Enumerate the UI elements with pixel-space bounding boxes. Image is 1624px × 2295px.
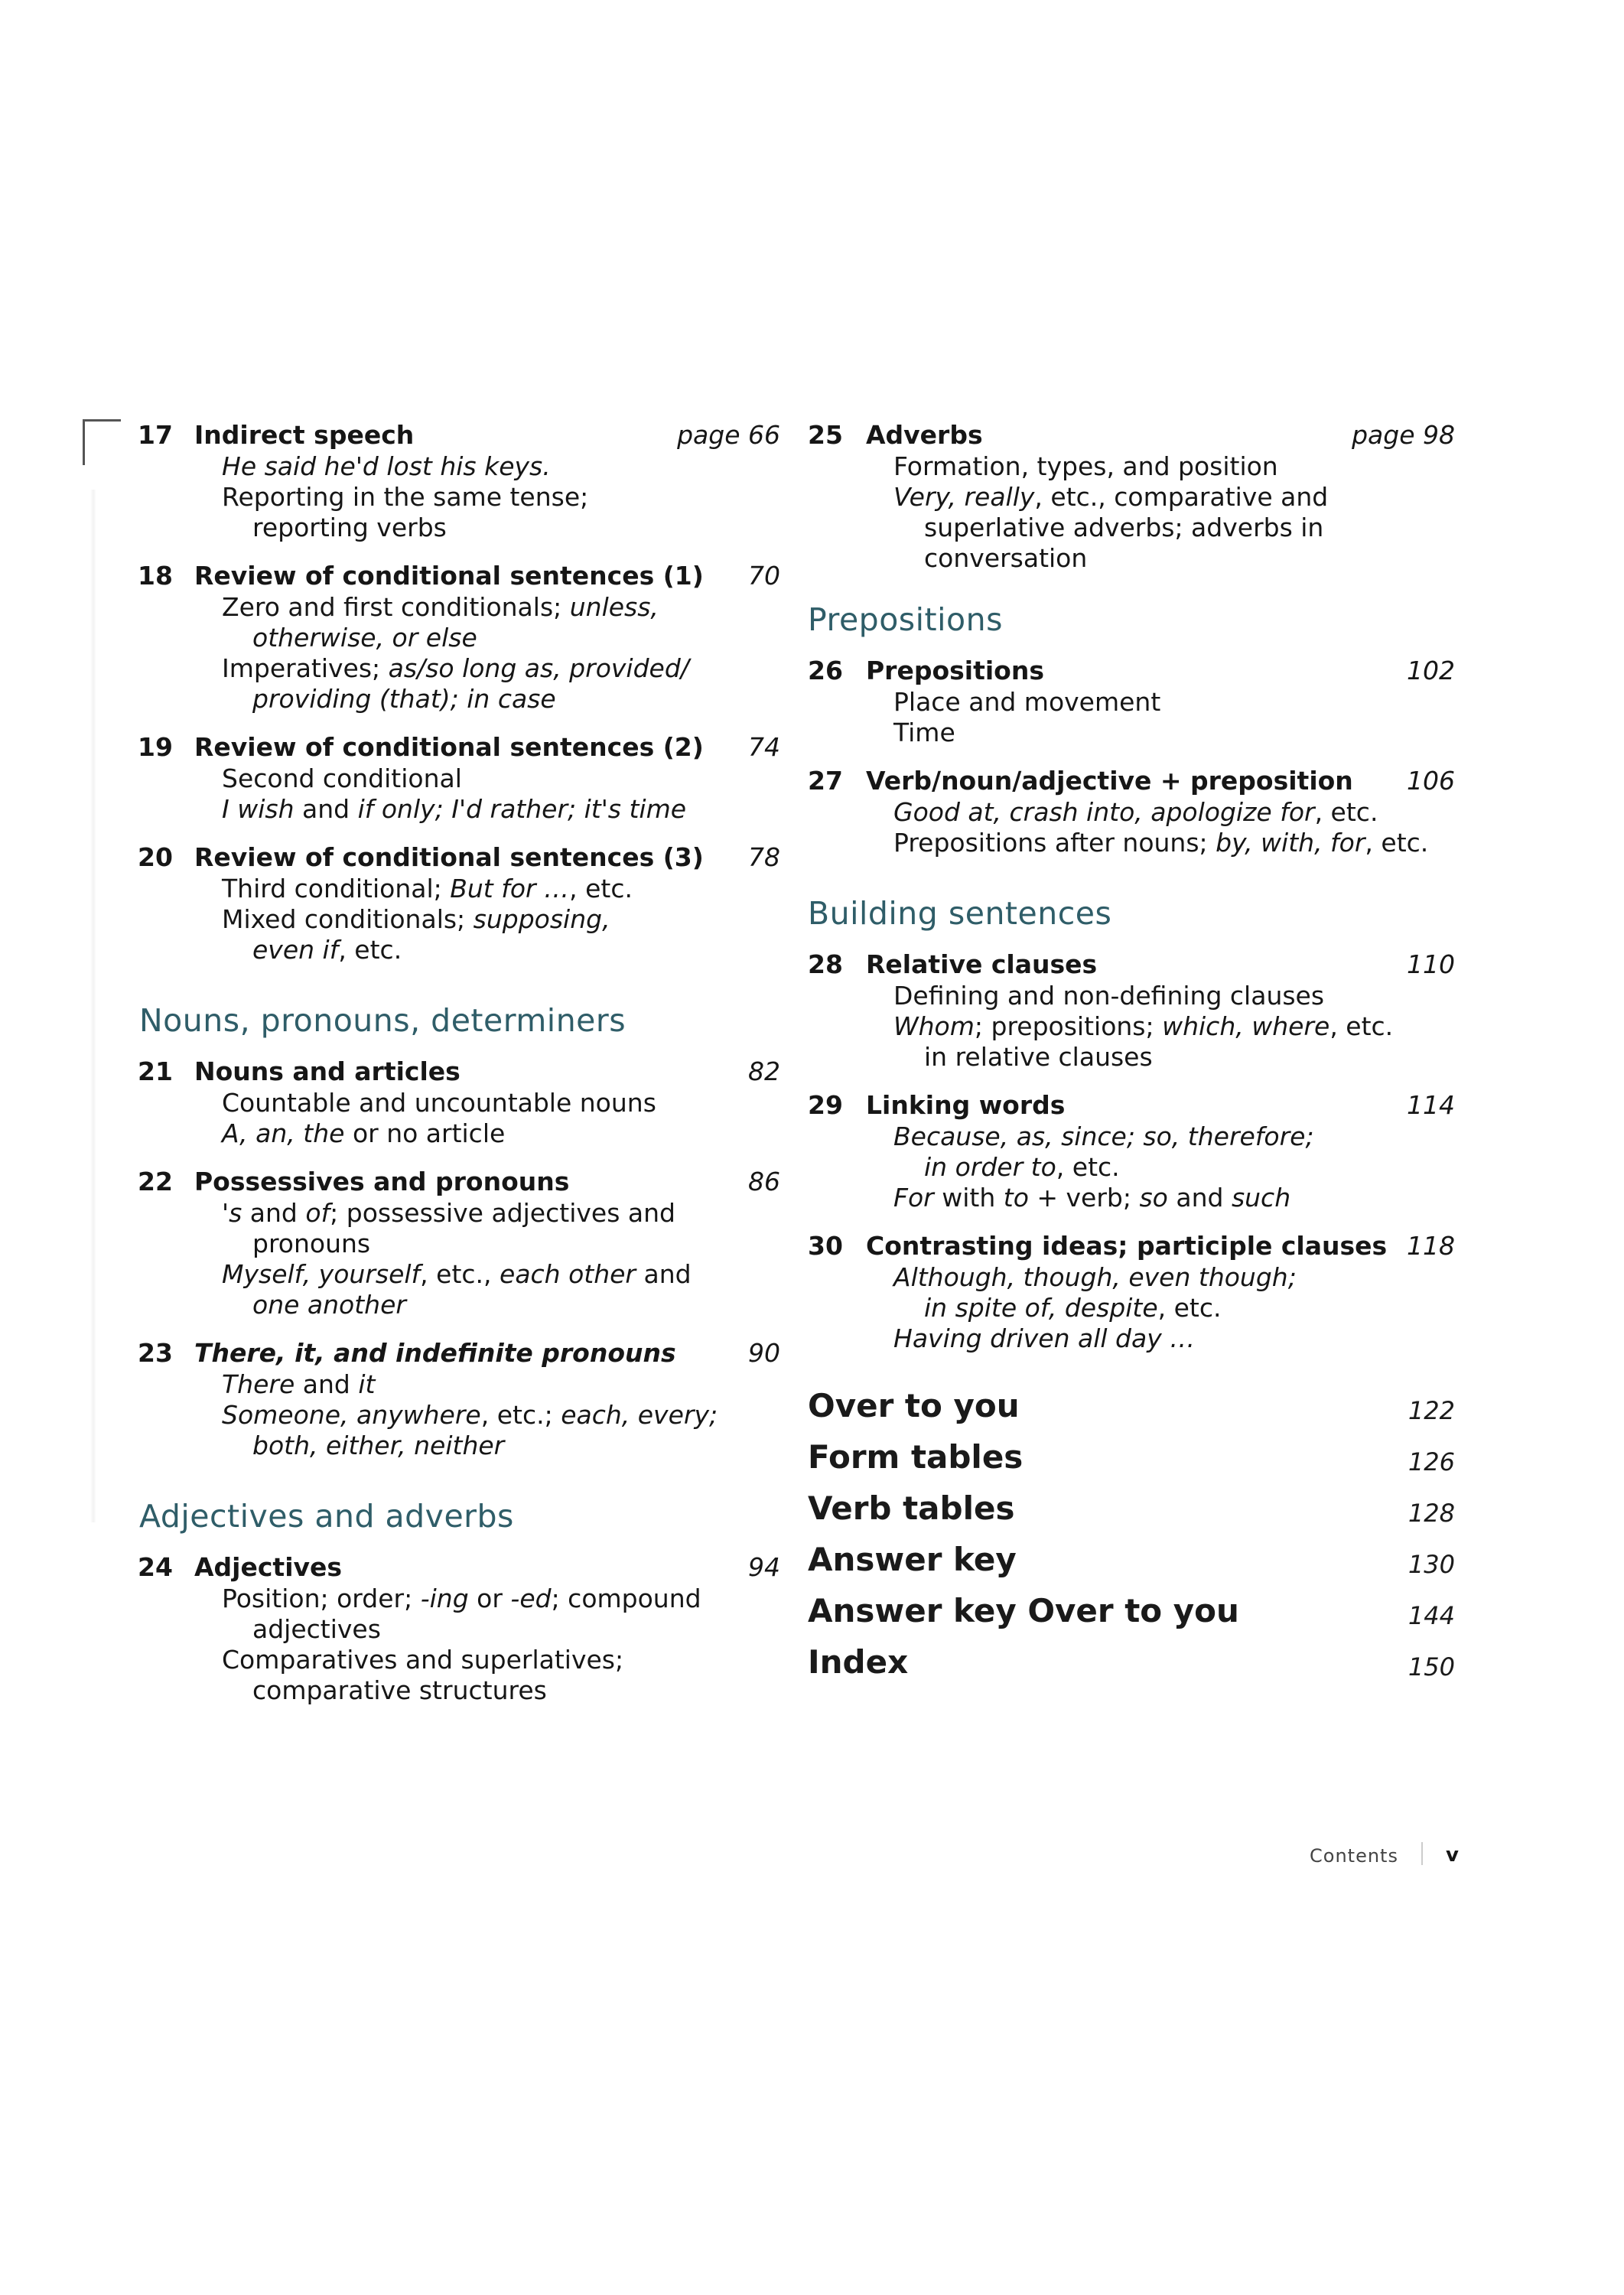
unit-heading[interactable]	[138, 1337, 780, 1369]
unit-page-number: 74	[748, 732, 780, 762]
toc-unit[interactable]	[808, 655, 1455, 748]
unit-subtopic: Because, as, since; so, therefore; in order to, etc.	[893, 1121, 1455, 1183]
major-entry-title[interactable]: Verb tables	[808, 1489, 1015, 1527]
unit-number: 19	[138, 732, 173, 762]
unit-subtopic: Time	[893, 718, 955, 747]
unit-number: 18	[138, 561, 173, 591]
toc-unit[interactable]	[808, 419, 1455, 574]
unit-title[interactable]: Verb/noun/adjective + preposition	[866, 766, 1353, 796]
unit-heading[interactable]	[138, 1551, 780, 1584]
unit-title[interactable]: Relative clauses	[866, 949, 1098, 979]
major-entry-page: 130	[1408, 1550, 1455, 1579]
major-entry[interactable]	[808, 1386, 1455, 1437]
toc-unit[interactable]	[138, 1551, 780, 1706]
major-entry-page: 128	[1408, 1499, 1455, 1528]
section-heading-nouns: Nouns, pronouns, determiners	[139, 1002, 626, 1039]
corner-mark	[83, 419, 85, 465]
unit-subtopic-continued: conversation	[924, 543, 1088, 573]
unit-heading[interactable]	[808, 1230, 1455, 1262]
section-heading-building: Building sentences	[808, 895, 1112, 932]
unit-page-number: 82	[748, 1056, 780, 1086]
unit-title[interactable]: Prepositions	[866, 656, 1044, 685]
unit-number: 30	[808, 1231, 843, 1261]
major-entry-page: 144	[1408, 1601, 1455, 1630]
unit-heading[interactable]	[808, 1089, 1455, 1121]
unit-title[interactable]: Review of conditional sentences (3)	[194, 842, 704, 872]
unit-page-number: 86	[748, 1167, 780, 1196]
unit-number: 21	[138, 1056, 173, 1086]
unit-number: 22	[138, 1167, 173, 1196]
unit-heading[interactable]	[808, 949, 1455, 981]
unit-title[interactable]: Adverbs	[866, 420, 983, 450]
footer-label: Contents	[1310, 1845, 1398, 1867]
unit-subtopic: Formation, types, and position	[893, 451, 1278, 481]
toc-unit[interactable]	[808, 1089, 1455, 1213]
unit-subtopic: Zero and first conditionals; unless, otherwise, or else	[222, 592, 780, 653]
unit-subtopic: Place and movement	[893, 687, 1161, 717]
unit-subtopic-continued: reporting verbs	[252, 513, 447, 542]
unit-number: 29	[808, 1090, 843, 1120]
major-entry[interactable]	[808, 1437, 1455, 1489]
unit-number: 23	[138, 1338, 173, 1368]
right-column	[808, 419, 1455, 1694]
unit-subtopic: Very, really, etc., comparative and superlative adverbs; adverbs in conversation	[893, 482, 1455, 574]
footer-divider	[1421, 1842, 1423, 1865]
unit-title[interactable]: Indirect speech	[194, 420, 415, 450]
unit-page-number: 78	[748, 842, 780, 872]
section-heading-prepositions: Prepositions	[808, 601, 1003, 638]
major-entry-page: 122	[1408, 1396, 1455, 1425]
unit-number: 26	[808, 656, 843, 685]
unit-number: 24	[138, 1552, 173, 1582]
footer-page-number: v	[1446, 1844, 1459, 1867]
unit-subtopic-continued: in relative clauses	[924, 1042, 1153, 1072]
unit-title[interactable]: Linking words	[866, 1090, 1066, 1120]
major-entry[interactable]	[808, 1642, 1455, 1694]
unit-heading[interactable]	[138, 1056, 780, 1088]
unit-subtopic-continued: pronouns	[252, 1229, 371, 1258]
major-entry-page: 150	[1408, 1652, 1455, 1681]
toc-unit[interactable]	[138, 842, 780, 965]
section-heading-adjectives: Adjectives and adverbs	[139, 1498, 514, 1535]
unit-heading[interactable]	[138, 419, 780, 451]
unit-subtopic: Defining and non-defining clauses	[893, 981, 1325, 1011]
unit-subtopic-continued: one another	[252, 1290, 406, 1320]
unit-page-number: 90	[748, 1338, 780, 1368]
unit-subtopic: Having driven all day …	[893, 1323, 1196, 1353]
unit-number: 25	[808, 420, 843, 450]
unit-subtopic: Good at, crash into, apologize for, etc.	[893, 797, 1378, 827]
unit-subtopic-continued: both, either, neither	[252, 1431, 505, 1460]
corner-mark	[83, 419, 121, 422]
unit-page-number: 118	[1407, 1231, 1455, 1261]
unit-subtopic: Although, though, even though; in spite of, despite, etc.	[893, 1262, 1455, 1323]
unit-subtopic: There and it	[222, 1369, 376, 1399]
unit-page-number: 70	[748, 561, 780, 591]
unit-subtopic-continued: in spite of, despite, etc.	[924, 1293, 1222, 1323]
major-entry[interactable]	[808, 1591, 1455, 1642]
unit-subtopic: I wish and if only; I'd rather; it's time	[222, 794, 687, 824]
unit-page-number: page 66	[677, 420, 780, 450]
unit-subtopic: 's and of; possessive adjectives and pronouns	[222, 1198, 780, 1259]
unit-subtopic-continued: in order to, etc.	[924, 1152, 1120, 1182]
left-column	[138, 419, 780, 1723]
unit-subtopic: Comparatives and superlatives; comparative structures	[222, 1645, 780, 1706]
unit-title[interactable]: Review of conditional sentences (2)	[194, 732, 704, 762]
toc-unit[interactable]	[808, 1230, 1455, 1354]
unit-title[interactable]: Nouns and articles	[194, 1056, 461, 1086]
unit-subtopic-continued: superlative adverbs; adverbs in	[924, 513, 1324, 542]
unit-heading[interactable]	[138, 1166, 780, 1198]
toc-unit[interactable]	[138, 1056, 780, 1149]
unit-subtopic: Prepositions after nouns; by, with, for, etc.	[893, 828, 1429, 858]
toc-unit[interactable]	[808, 949, 1455, 1073]
unit-subtopic: Someone, anywhere, etc.; each, every; both, either, neither	[222, 1400, 780, 1461]
unit-subtopic: A, an, the or no article	[222, 1118, 506, 1148]
unit-heading[interactable]	[808, 419, 1455, 451]
unit-subtopic: Third conditional; But for …, etc.	[222, 874, 633, 903]
unit-subtopic: Whom; prepositions; which, where, etc. in relative clauses	[893, 1011, 1455, 1073]
unit-title[interactable]: There, it, and indefinite pronouns	[194, 1338, 676, 1368]
unit-page-number: 114	[1407, 1090, 1455, 1120]
unit-subtopic-continued: comparative structures	[252, 1675, 547, 1705]
major-entry[interactable]	[808, 1489, 1455, 1540]
unit-subtopic: Mixed conditionals; supposing, even if, etc.	[222, 904, 780, 965]
unit-number: 27	[808, 766, 843, 796]
unit-page-number: 94	[748, 1552, 780, 1582]
unit-subtopic-continued: otherwise, or else	[252, 623, 477, 653]
unit-subtopic: Second conditional	[222, 763, 462, 793]
unit-title[interactable]: Review of conditional sentences (1)	[194, 561, 704, 591]
major-entry-title[interactable]: Answer key Over to you	[808, 1592, 1239, 1629]
toc-unit[interactable]	[138, 731, 780, 825]
page-edge-shadow	[90, 490, 96, 1522]
unit-title[interactable]: Possessives and pronouns	[194, 1167, 570, 1196]
unit-heading[interactable]	[138, 560, 780, 592]
unit-subtopic: Myself, yourself, etc., each other and one another	[222, 1259, 780, 1320]
unit-subtopic: For with to + verb; so and such	[893, 1183, 1291, 1213]
toc-unit[interactable]	[138, 1166, 780, 1320]
unit-page-number: 106	[1407, 766, 1455, 796]
unit-number: 20	[138, 842, 173, 872]
unit-page-number: page 98	[1352, 420, 1455, 450]
major-entry-title[interactable]: Answer key	[808, 1541, 1017, 1578]
toc-unit[interactable]	[138, 560, 780, 715]
major-entry[interactable]	[808, 1540, 1455, 1591]
major-entry-title[interactable]: Form tables	[808, 1438, 1024, 1476]
unit-page-number: 102	[1407, 656, 1455, 685]
unit-subtopic: Countable and uncountable nouns	[222, 1088, 656, 1118]
unit-title[interactable]: Contrasting ideas; participle clauses	[866, 1231, 1388, 1261]
unit-subtopic: He said he'd lost his keys.	[222, 451, 551, 481]
unit-heading[interactable]	[138, 842, 780, 874]
major-entry-title[interactable]: Over to you	[808, 1387, 1020, 1424]
major-entry-page: 126	[1408, 1447, 1455, 1476]
unit-heading[interactable]	[808, 765, 1455, 797]
toc-unit[interactable]	[138, 419, 780, 543]
major-entry-title[interactable]: Index	[808, 1643, 909, 1681]
unit-heading[interactable]	[138, 731, 780, 763]
unit-subtopic: Position; order; -ing or -ed; compound adjectives	[222, 1584, 780, 1645]
unit-subtopic-continued: providing (that); in case	[252, 684, 556, 714]
unit-subtopic: Imperatives; as/so long as, provided/ providing (that); in case	[222, 653, 780, 715]
unit-subtopic: Reporting in the same tense; reporting verbs	[222, 482, 780, 543]
unit-page-number: 110	[1407, 949, 1455, 979]
toc-unit[interactable]	[138, 1337, 780, 1461]
toc-unit[interactable]	[808, 765, 1455, 858]
unit-subtopic-continued: even if, etc.	[252, 935, 402, 965]
unit-number: 17	[138, 420, 173, 450]
unit-subtopic-continued: adjectives	[252, 1614, 381, 1644]
unit-heading[interactable]	[808, 655, 1455, 687]
unit-title[interactable]: Adjectives	[194, 1552, 343, 1582]
unit-number: 28	[808, 949, 843, 979]
